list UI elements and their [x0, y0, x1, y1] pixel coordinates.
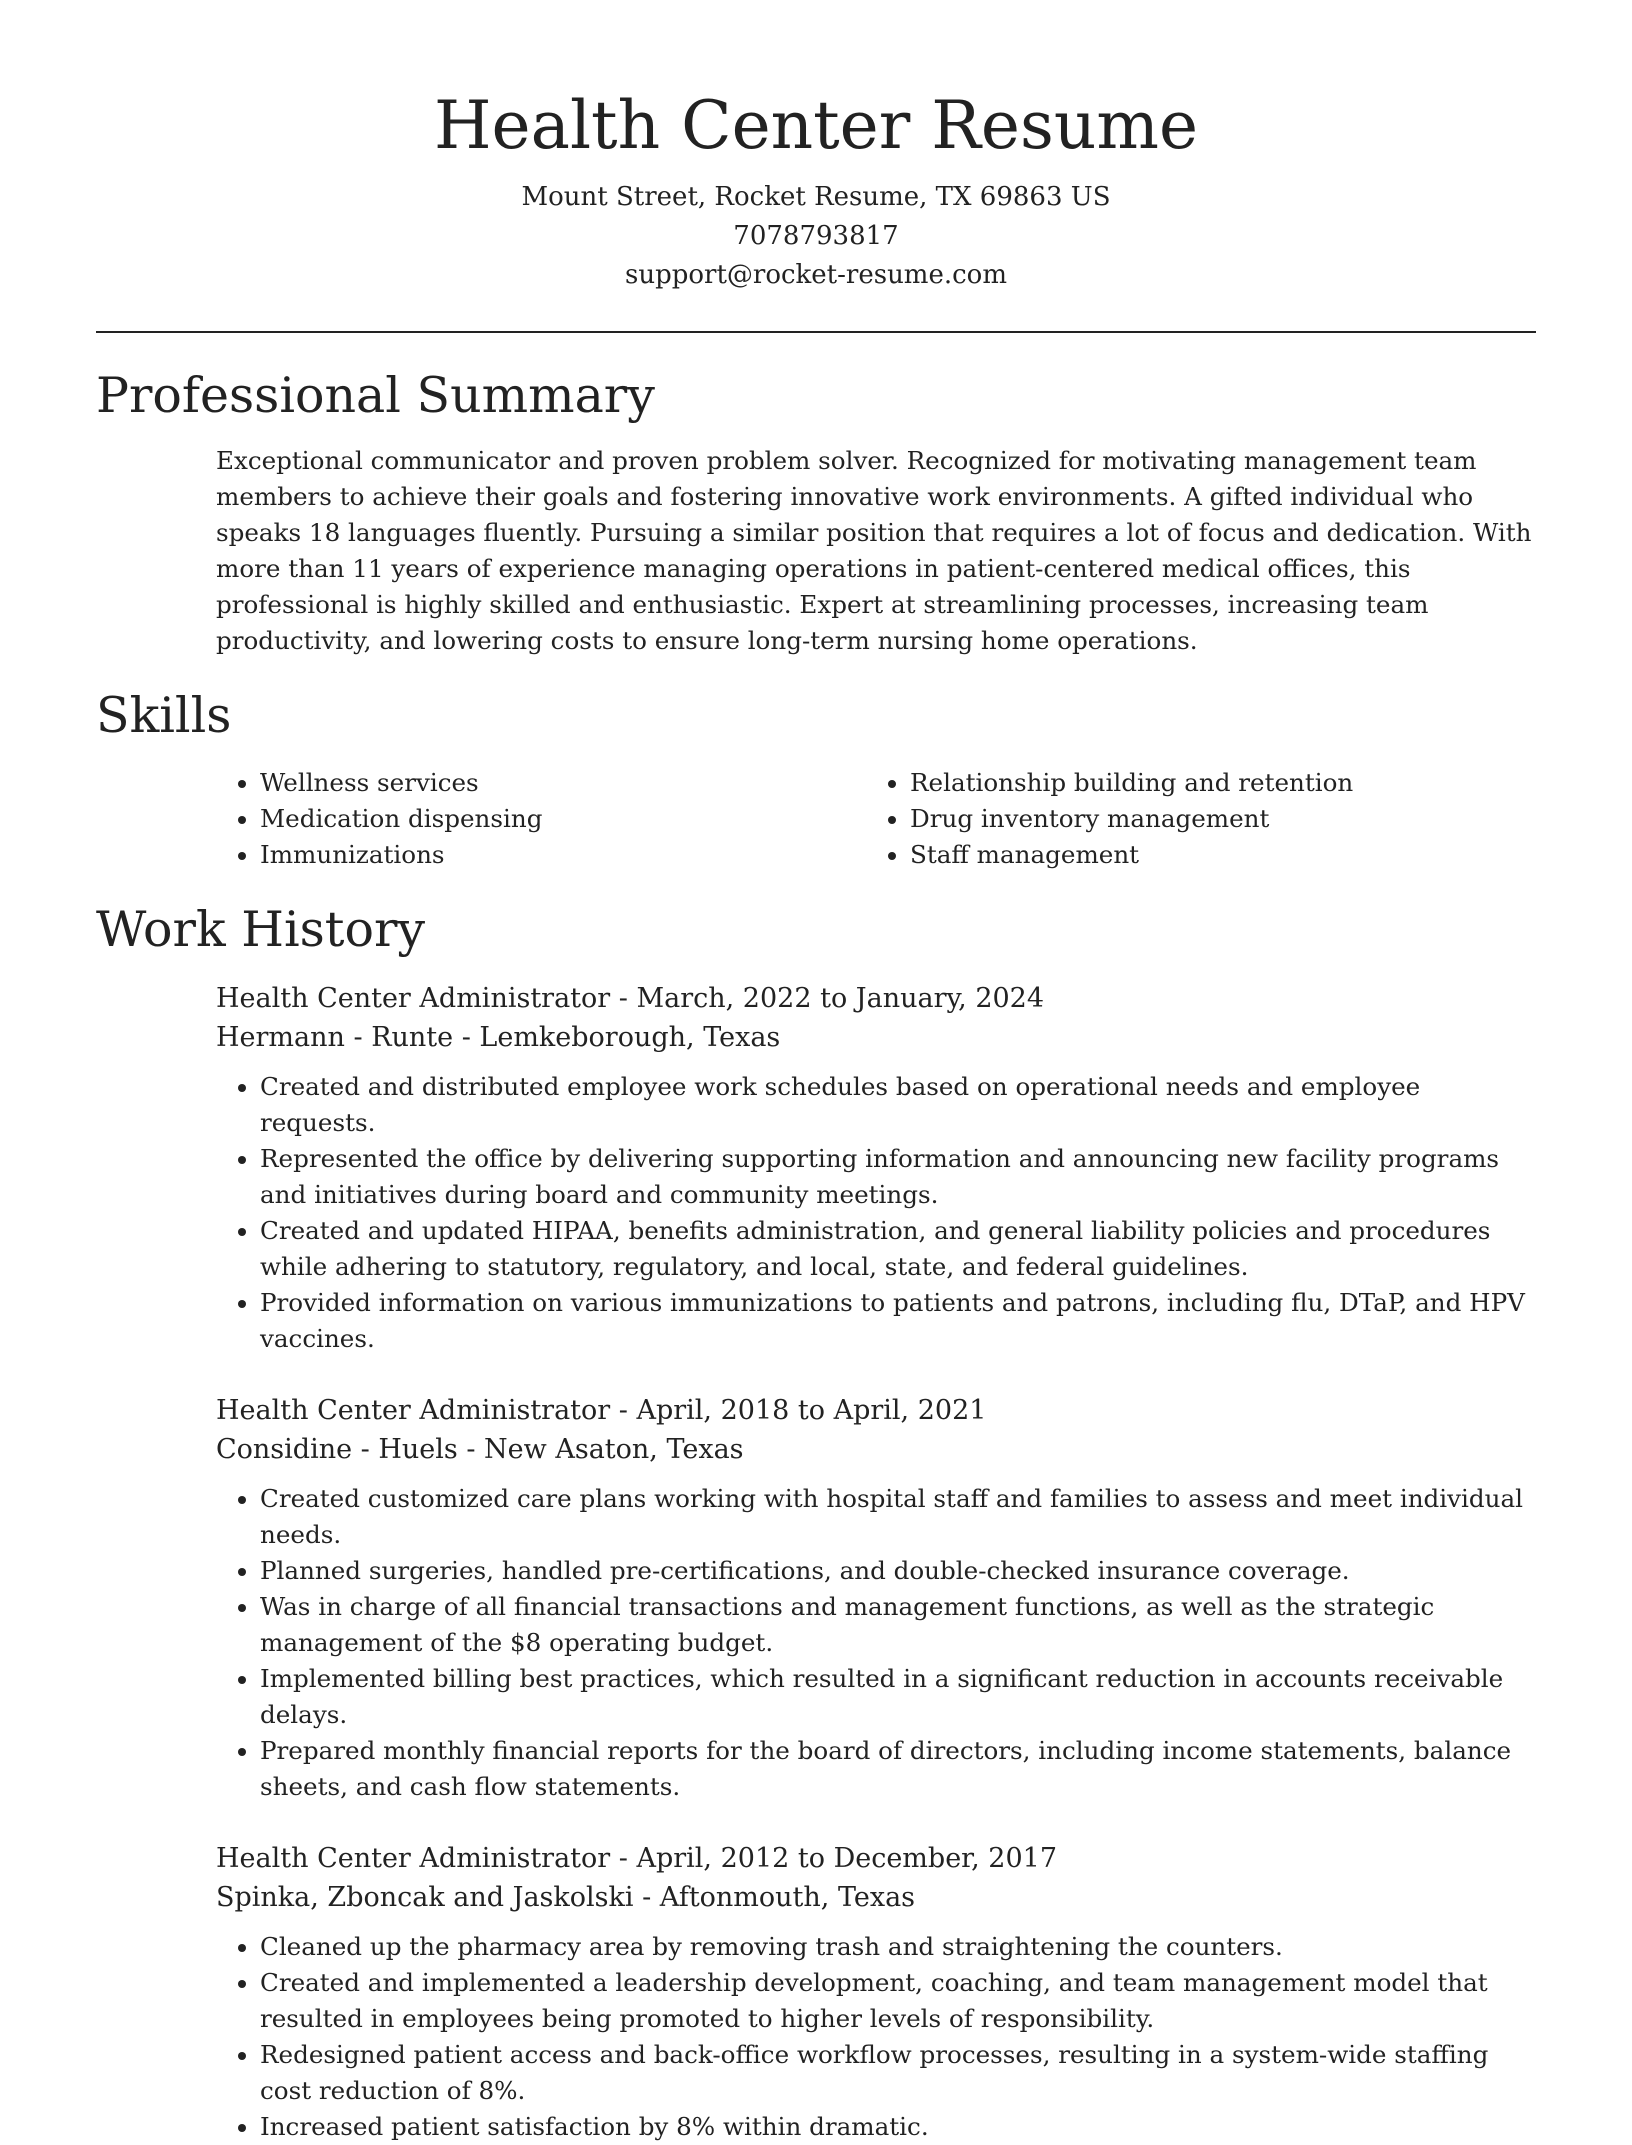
duty-item: • Was in charge of all financial transactions and management functions, as well as the strategic management of the $8 operating budget.	[260, 1589, 1536, 1661]
resume-page	[96, 0, 1536, 2145]
job-employer-line: Considine - Huels - New Asaton, Texas	[216, 1434, 744, 1465]
duty-item: • Created and updated HIPAA, benefits administration, and general liability policies and procedures while adhering to statutory, regulatory, and local, state, and federal guidelines.	[260, 1213, 1536, 1285]
duty-item: • Provided information on various immunizations to patients and patrons, including flu, DTaP, and HPV vaccines.	[260, 1285, 1536, 1357]
section-title-work-history: Work History	[96, 901, 426, 958]
skills-column-right	[866, 765, 1516, 873]
resume-title: Health Center Resume	[433, 87, 1199, 164]
duty-item: • Created customized care plans working with hospital staff and families to assess and meet individual needs.	[260, 1481, 1536, 1553]
duty-item: • Increased patient satisfaction by 8% within dramatic.	[260, 2109, 1536, 2145]
job-role-line: Health Center Administrator - March, 2022 to January, 2024	[216, 983, 1045, 1014]
summary-text: Exceptional communicator and proven problem solver. Recognized for motivating management team members to achieve their goals and fostering innovative work environments. A gifted individual who speaks 18 languages fluently. Pursuing a similar position that requires a lot of focus and dedication. With more than 11 years of experience managing operations in patient-centered medical offices, this professional is highly skilled and enthusiastic. Expert at streamlining processes, increasing team productivity, and lowering costs to ensure long-term nursing home operations.	[216, 446, 1532, 655]
section-title-summary: Professional Summary	[96, 367, 655, 424]
duty-item: • Planned surgeries, handled pre-certifications, and double-checked insurance coverage.	[260, 1553, 1536, 1589]
duty-item: • Cleaned up the pharmacy area by removing trash and straightening the counters.	[260, 1929, 1536, 1965]
duty-item: • Redesigned patient access and back-office workflow processes, resulting in a system-wide staffing cost reduction of 8%.	[260, 2037, 1536, 2109]
skill-item: • Staff management	[910, 837, 1516, 873]
skill-item: • Immunizations	[260, 837, 866, 873]
duty-item: • Implemented billing best practices, which resulted in a significant reduction in accounts receivable delays.	[260, 1661, 1536, 1733]
job-employer-line: Spinka, Zboncak and Jaskolski - Aftonmouth, Texas	[216, 1882, 916, 1913]
duty-item: • Created and implemented a leadership development, coaching, and team management model that resulted in employees being promoted to higher levels of responsibility.	[260, 1965, 1536, 2037]
contact-info	[96, 178, 1536, 295]
job-role-line: Health Center Administrator - April, 2012 to December, 2017	[216, 1843, 1057, 1874]
job-entry	[216, 1839, 1536, 2145]
skill-item: • Relationship building and retention	[910, 765, 1516, 801]
skill-item: • Medication dispensing	[260, 801, 866, 837]
skill-item: • Wellness services	[260, 765, 866, 801]
resume-header	[96, 0, 1536, 295]
skills-list	[216, 765, 1536, 873]
job-employer-line: Hermann - Runte - Lemkeborough, Texas	[216, 1022, 781, 1053]
job-duties	[216, 1069, 1536, 1357]
header-divider	[96, 331, 1536, 333]
contact-phone: 7078793817	[733, 221, 899, 251]
duty-item: • Represented the office by delivering supporting information and announcing new facility programs and initiatives during board and community meetings.	[260, 1141, 1536, 1213]
duty-item: • Created and distributed employee work schedules based on operational needs and employee requests.	[260, 1069, 1536, 1141]
job-entry	[216, 1391, 1536, 1805]
contact-address: Mount Street, Rocket Resume, TX 69863 US	[521, 182, 1111, 212]
job-duties	[216, 1481, 1536, 1805]
job-role-line: Health Center Administrator - April, 2018 to April, 2021	[216, 1395, 987, 1426]
section-title-skills: Skills	[96, 687, 232, 744]
contact-email: support@rocket-resume.com	[624, 260, 1007, 290]
job-duties	[216, 1929, 1536, 2145]
skills-column-left	[216, 765, 866, 873]
job-entry	[216, 979, 1536, 1357]
skill-item: • Drug inventory management	[910, 801, 1516, 837]
duty-item: • Prepared monthly financial reports for the board of directors, including income statements, balance sheets, and cash flow statements.	[260, 1733, 1536, 1805]
